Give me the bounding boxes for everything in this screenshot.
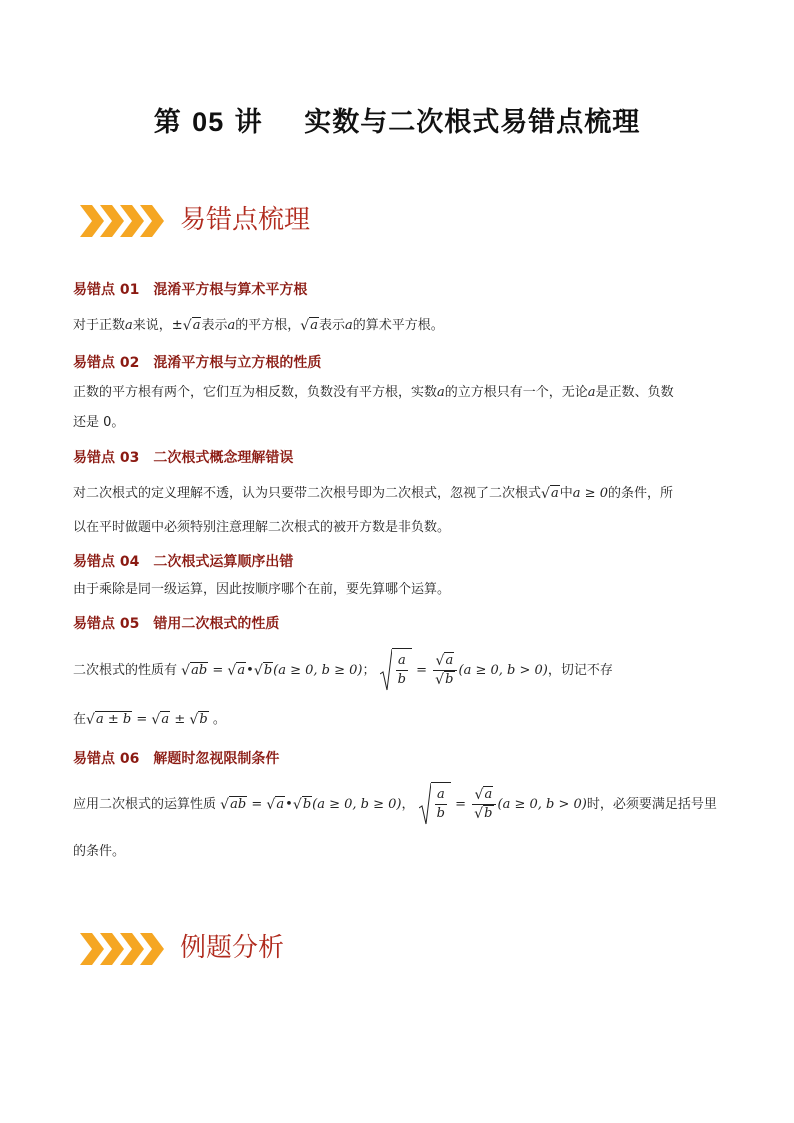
separator: ； [362, 663, 376, 678]
item-heading: 二次根式概念理解错误 [153, 450, 294, 466]
title-number: 05 [192, 107, 225, 137]
sqrt-fraction: √ a √ b [433, 652, 456, 689]
text: 。 [208, 712, 226, 727]
big-sqrt-fraction [419, 782, 451, 827]
radicand: a [484, 787, 493, 802]
radicand: a [551, 486, 559, 501]
sqrt-expr: √ b [189, 712, 208, 728]
sqrt-expr: √ a [541, 486, 559, 502]
radicand: a [276, 797, 285, 812]
item-body-06-line2 [73, 842, 125, 862]
item-heading: 二次根式运算顺序出错 [153, 554, 294, 570]
math-var: a [227, 318, 236, 333]
radicand: b [484, 806, 493, 821]
sqrt-expr: √ a [151, 712, 170, 728]
item-body-04 [73, 580, 450, 600]
text: 是正数、负数 [595, 385, 674, 400]
text: ，切记不存 [547, 663, 613, 678]
math-condition: (a ≥ 0, b ≥ 0) [273, 663, 363, 678]
sqrt-expr: √ ab [220, 797, 247, 813]
radicand: b [263, 663, 273, 678]
radicand: ab [230, 797, 247, 812]
equals: = [247, 797, 267, 812]
text: 应用二次根式的运算性质 [73, 797, 217, 812]
item-label: 易错点 04 [73, 554, 140, 570]
numerator: a [435, 786, 447, 805]
radicand: b [445, 672, 454, 687]
radicand: a [310, 318, 319, 333]
math-var: a [345, 318, 353, 333]
equals: = [132, 712, 152, 727]
sqrt-expr: √ a [227, 663, 246, 679]
text: 二次根式的性质有 [73, 663, 178, 678]
equals: = [451, 797, 471, 812]
radicand: a [237, 663, 246, 678]
math-condition: (a ≥ 0, b > 0) [497, 797, 587, 812]
math-condition: (a ≥ 0, b ≥ 0) [312, 797, 402, 812]
item-label: 易错点 06 [73, 751, 140, 767]
numerator: a [396, 652, 408, 671]
radicand: b [199, 712, 208, 727]
item-heading: 混淆平方根与立方根的性质 [153, 355, 322, 371]
item-body-05-line2 [73, 710, 226, 730]
chevrons-icon [80, 932, 164, 966]
text: 时，必须要满足括号里 [586, 797, 717, 812]
title-suffix: 讲 [234, 107, 263, 138]
math-var: a [437, 385, 445, 400]
sqrt-fraction: √ a √ b [472, 786, 495, 823]
text: 对二次根式的定义理解不透，认为只要带二次根号即为二次根式，忽视了二次根式 [73, 486, 542, 501]
math-condition: a ≥ 0 [572, 486, 608, 501]
text: 以在平时做题中必须特别注意理解二次根式的被开方数是非负数。 [73, 520, 451, 535]
text: 的条件。 [73, 844, 126, 859]
item-heading: 解题时忽视限制条件 [153, 751, 280, 767]
text: 表示 [201, 318, 228, 333]
denominator: b [436, 806, 445, 821]
plus-minus: ± [170, 712, 190, 727]
item-title-05 [73, 613, 279, 633]
title-main: 实数与二次根式易错点梳理 [304, 107, 641, 138]
item-label: 易错点 05 [73, 616, 140, 632]
item-body-03-line1 [73, 484, 673, 504]
item-heading: 混淆平方根与算术平方根 [153, 282, 308, 298]
item-title-06 [73, 748, 279, 768]
page-title [0, 100, 794, 139]
item-label: 易错点 01 [73, 282, 140, 298]
text: 对于正数 [73, 318, 126, 333]
text: 正数的平方根有两个，它们互为相反数，负数没有平方根，实数 [73, 385, 438, 400]
sqrt-expr: √ b [253, 663, 273, 679]
item-title-02 [73, 352, 321, 372]
chevrons-icon [80, 204, 164, 238]
separator: ， [401, 797, 415, 812]
item-body-03-line2 [73, 518, 450, 538]
item-body-06-line1 [73, 782, 717, 827]
item-body-02-line1 [73, 383, 674, 403]
text: 在 [73, 712, 87, 727]
section-title: 例题分析 [180, 933, 285, 963]
denominator: b [397, 672, 406, 687]
text: 的条件，所 [607, 486, 673, 501]
equals: = [208, 663, 228, 678]
title-prefix: 第 [153, 107, 182, 138]
sqrt-expr: √ a ± b [86, 712, 132, 728]
radicand: a [161, 712, 170, 727]
dot-operator: • [285, 797, 293, 812]
text: 由于乘除是同一级运算，因此按顺序哪个在前，要先算哪个运算。 [73, 582, 451, 597]
text: 的立方根只有一个，无论 [444, 385, 588, 400]
sqrt-expr: √ a [182, 318, 201, 334]
radicand: a [192, 318, 201, 333]
radicand: ab [191, 663, 208, 678]
math-var: a [125, 318, 133, 333]
item-title-01 [73, 279, 307, 299]
item-label: 易错点 03 [73, 450, 140, 466]
radicand: b [302, 797, 312, 812]
item-body-05-line1 [73, 648, 613, 693]
section-title: 易错点梳理 [180, 205, 311, 235]
sqrt-expr: √ a [266, 797, 285, 813]
text: 表示 [319, 318, 346, 333]
text: 来说，± [132, 318, 183, 333]
item-body-02-line2 [73, 413, 124, 433]
text: 还是 0。 [73, 415, 125, 430]
radicand: a ± b [96, 712, 132, 727]
sqrt-expr: √ a [300, 318, 319, 334]
item-title-03 [73, 447, 293, 467]
dot-operator: • [246, 663, 254, 678]
item-title-04 [73, 551, 293, 571]
item-heading: 错用二次根式的性质 [153, 616, 280, 632]
sqrt-expr: √ ab [181, 663, 208, 679]
item-body-01 [73, 316, 444, 336]
math-var: a [587, 385, 596, 400]
text: 的平方根， [235, 318, 301, 333]
text: 中 [559, 486, 573, 501]
math-condition: (a ≥ 0, b > 0) [458, 663, 548, 678]
sqrt-expr: √ b [292, 797, 312, 813]
big-sqrt-fraction [380, 648, 412, 693]
text: 的算术平方根。 [352, 318, 444, 333]
equals: = [412, 663, 432, 678]
item-label: 易错点 02 [73, 355, 140, 371]
radicand: a [445, 653, 454, 668]
